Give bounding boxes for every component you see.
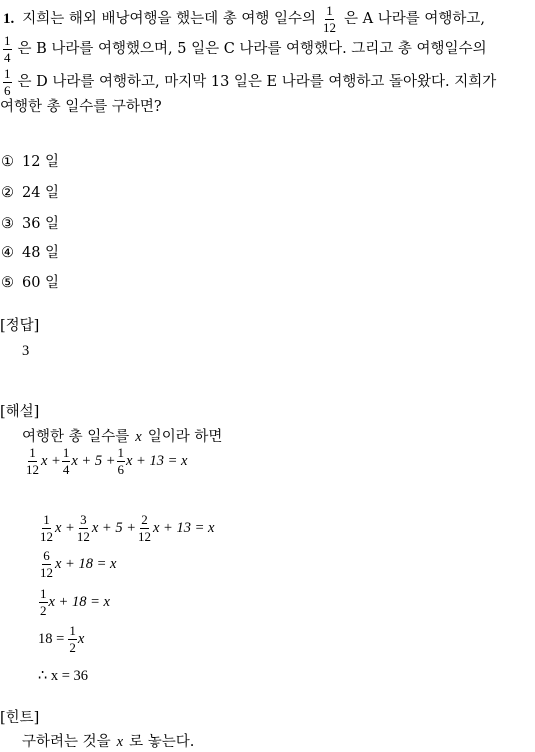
fraction: $\frac{1}{2}$: [40, 586, 47, 618]
variable-x: x: [116, 734, 124, 750]
choice-1[interactable]: [1, 155, 59, 170]
problem-text-1b: 은 A 나라를 여행하고,: [344, 10, 486, 27]
hint-label: [힌트]: [0, 710, 40, 726]
fraction: $\frac{3}{12}$: [76, 512, 90, 544]
problem-text-2: 은 B 나라를 여행했으며, 5 일은 C 나라를 여행했다. 그리고 총 여행일수의: [17, 40, 487, 57]
answer-label: [정답]: [0, 318, 40, 334]
equation-3: $\frac{6}{12}$ x + 18 = x: [40, 548, 117, 580]
problem-line-1: [3, 4, 485, 34]
fraction: $\frac{1}{12}$: [40, 512, 53, 544]
choice-marker: ③: [1, 216, 14, 232]
choice-3[interactable]: [1, 217, 59, 232]
choice-marker: ②: [1, 185, 14, 201]
choice-2[interactable]: [1, 186, 59, 201]
problem-line-4: 여행한 총 일수를 구하면?: [0, 99, 162, 115]
choice-text: 48 일: [22, 245, 60, 261]
equation-4: $\frac{1}{2}$ x + 18 = x: [40, 586, 110, 618]
choice-text: 12 일: [22, 154, 60, 170]
choice-marker: ①: [1, 154, 14, 170]
problem-text-1a: 지희는 해외 배낭여행을 했는데 총 여행 일수의: [22, 10, 317, 27]
fraction: $\frac{1}{4}$: [62, 445, 70, 477]
equation-2: $\frac{1}{12}$ x + $\frac{3}{12}$ x + 5 + $\frac{2}{12}$ x + 13 = x: [40, 512, 215, 544]
choice-text: 24 일: [22, 185, 60, 201]
choice-text: 36 일: [22, 216, 60, 232]
problem-line-2: [2, 34, 487, 64]
equation-5: 18 = $\frac{1}{2}$ x: [38, 623, 85, 655]
fraction: $\frac{6}{12}$: [40, 548, 53, 580]
solution-label: [해설]: [0, 404, 40, 420]
equation-1: $\frac{1}{12}$ x + $\frac{1}{4}$ x + 5 + $\frac{1}{6}$ x + 13 = x: [26, 445, 188, 477]
answer-value: 3: [22, 343, 30, 359]
hint-text: 구하려는 것을 x 로 놓는다.: [22, 734, 195, 750]
choice-5[interactable]: [1, 276, 59, 291]
fraction-1-12: $\frac{1}{12}$: [323, 3, 337, 35]
fraction-1-6: $\frac{1}{6}$: [4, 66, 11, 98]
problem-number: 1.: [3, 10, 15, 27]
problem-text-3: 은 D 나라를 여행하고, 마지막 13 일은 E 나라를 여행하고 돌아왔다. 지희가: [17, 73, 497, 90]
choice-marker: ④: [1, 245, 14, 261]
solution-intro: 여행한 총 일수를 x 일이라 하면: [22, 429, 223, 445]
fraction: $\frac{1}{6}$: [117, 445, 124, 477]
choice-marker: ⑤: [1, 275, 14, 291]
fraction: $\frac{1}{12}$: [26, 445, 39, 477]
choice-text: 60 일: [22, 275, 60, 291]
choice-4[interactable]: [1, 246, 59, 261]
fraction: $\frac{1}{2}$: [69, 623, 76, 655]
fraction: $\frac{2}{12}$: [138, 512, 151, 544]
variable-x: x: [135, 429, 142, 445]
problem-line-3: [2, 67, 496, 97]
equation-6: ∴ x = 36: [38, 668, 89, 684]
fraction-1-4: $\frac{1}{4}$: [4, 33, 11, 65]
